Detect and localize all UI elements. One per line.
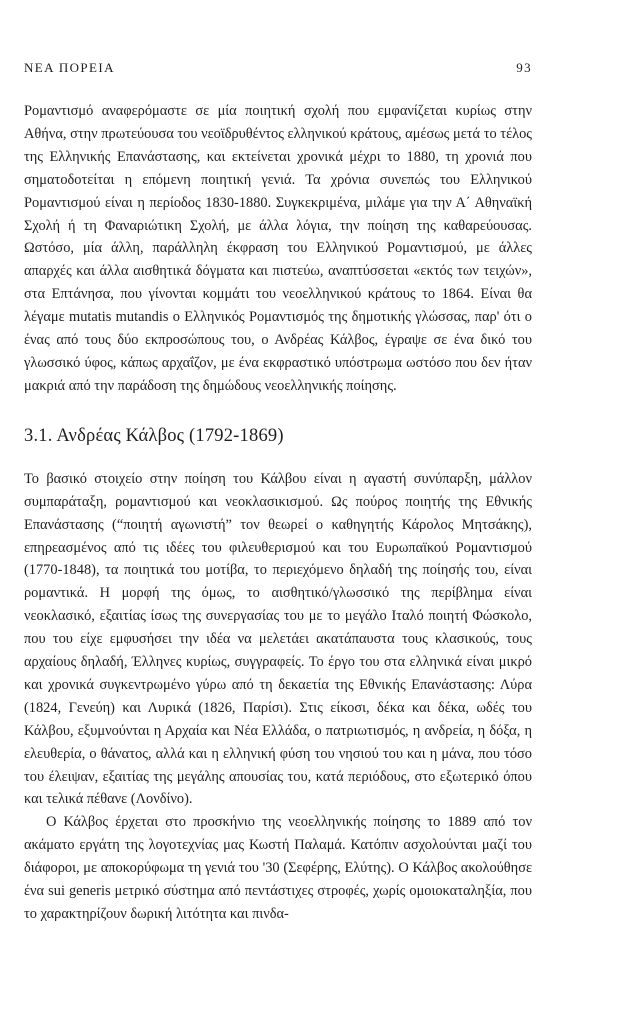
- journal-title: ΝΕΑ ΠΟΡΕΙΑ: [24, 60, 115, 75]
- section-paragraph-1: Το βασικό στοιχείο στην ποίηση του Κάλβου είναι η αγαστή συνύπαρξη, μάλλον συμπαράταξη, ρομαντισμού και νεοκλασικισμού. Ως πούρος ποιητής της Εθνικής Επανάστασης (“ποιητή αγωνιστή” τον θεωρεί ο καθηγητής Κάρολος Μητσάκης), επηρεασμένος από τις ιδέες του φιλευθερισμού και του Ευρωπαϊκού Ρομαντισμού (1770-1848), τα ποιητικά του μοτίβα, το περιεχόμενο δηλαδή της ποίησής του, είναι ρομαντικά. Η μορφή της όμως, το αισθητικό/γλωσσικό της περίβλημα είναι νεοκλασικό, εξαιτίας ίσως της συνεργασίας του με το μεγάλο Ιταλό ποιητή Φώσκολο, που του είχε εμφυσήσει την ιδέα να μελετάει ακατάπαυστα τους κλασικούς, τους αρχαίους δηλαδή, Έλληνες κυρίως, συγγραφείς. Το έργο του στα ελληνικά είναι μικρό και χρονικά συγκεντρωμένο γύρω από τη δεκαετία της Εθνικής Επανάστασης: Λύρα (1824, Γενεύη) και Λυρικά (1826, Παρίσι). Στις είκοσι, δέκα και δέκα, ωδές του Κάλβου, εξυμνούνται η Αρχαία και Νέα Ελλάδα, ο πατριωτισμός, η ανδρεία, η δόξα, η ελευθερία, ο θάνατος, αλλά και η ελληνική φύση του νησιού του και η μάνα, που τόσο του έλειψαν, εξαιτίας της μεγάλης απουσίας του, κατά περιόδους, στο εξωτερικό όπου και τελικά πέθανε (Λονδίνο).: [24, 470, 532, 808]
- main-text: [24, 100, 532, 926]
- section-heading: 3.1. Ανδρέας Κάλβος (1792-1869): [24, 425, 284, 446]
- page-number: 93: [516, 60, 532, 75]
- running-head: [24, 60, 532, 76]
- intro-paragraph: Ρομαντισμό αναφερόμαστε σε μία ποιητική σχολή που εμφανίζεται κυρίως στην Αθήνα, στην πρωτεύουσα του νεοϊδρυθέντος ελληνικού κράτους, αμέσως μετά το τέλος της Ελληνικής Επανάστασης, και εκτείνεται χρονικά μέχρι το 1880, τη χρονιά που σηματοδοτείται η επόμενη ποιητική γενιά. Τα χρόνια συνεπώς του Ελληνικού Ρομαντισμού είναι η περίοδος 1830-1880. Συγκεκριμένα, μιλάμε για την Α΄ Αθηναϊκή Σχολή ή τη Φαναριώτικη Σχολή, με άλλα λόγια, την ποίηση της καθαρεύουσας. Ωστόσο, μία άλλη, παράλληλη έκφραση του Ελληνικού Ρομαντισμού, με άλλες απαρχές και άλλα αισθητικά δόγματα και πιστεύω, αναπτύσσεται «εκτός των τειχών», στα Επτάνησα, που γίνονται κομμάτι του νεοελληνικού κράτους το 1864. Είναι θα λέγαμε mutatis mutandis ο Ελληνικός Ρομαντισμός της δημοτικής γλώσσας, παρ' ότι ο ένας από τους δύο εκπροσώπους του, ο Ανδρέας Κάλβος, έγραψε σε ένα δικό του γλωσσικό ύφος, κάπως αρχαΐζον, με ένα εκφραστικό υπόστρωμα ωστόσο που δεν ήταν μακριά από την παράδοση της δημώδους νεοελληνικής ποίησης.: [24, 103, 532, 394]
- section-paragraph-2: Ο Κάλβος έρχεται στο προσκήνιο της νεοελληνικής ποίησης το 1889 από τον ακάματο εργάτη της λογοτεχνίας μας Κωστή Παλαμά. Κατόπιν ασχολούνται μαζί του διάφοροι, με αποκορύφωμα τη γενιά του '30 (Σεφέρης, Ελύτης). Ο Κάλβος ακολούθησε ένα sui generis μετρικό σύστημα από πεντάστιχες στροφές, χωρίς ομοιοκαταληξία, που το χαρακτηρίζουν δωρική λιτότητα και πινδα-: [24, 814, 532, 922]
